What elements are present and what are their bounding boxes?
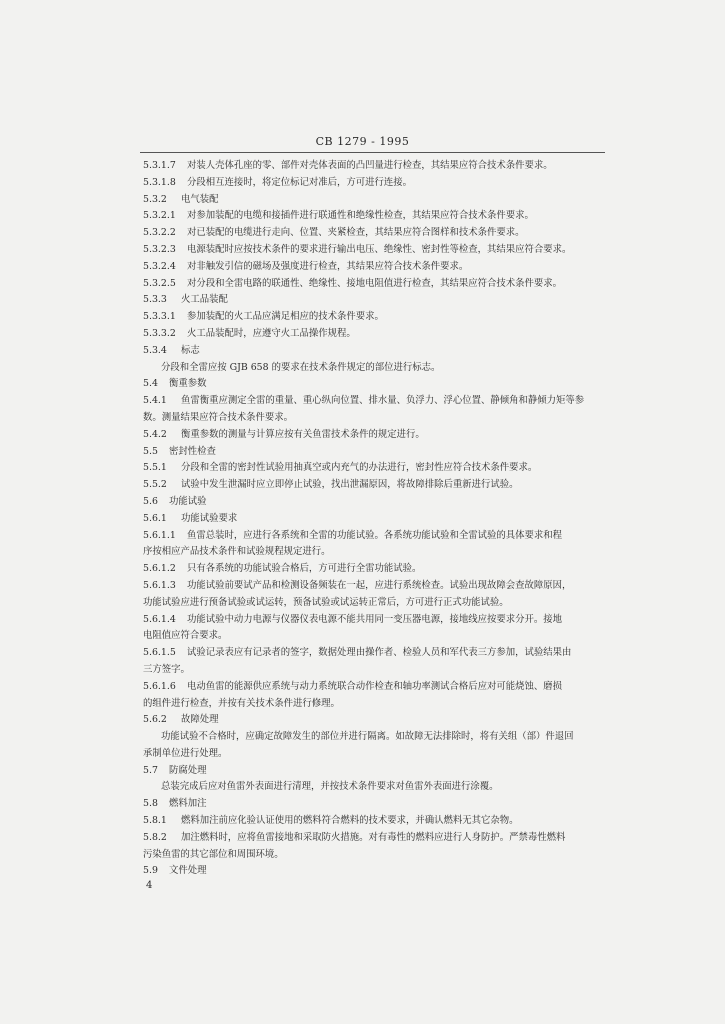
- text-line: [143, 393, 613, 410]
- clause-number: 5.3.4: [143, 344, 167, 356]
- text-line: [143, 460, 613, 477]
- clause-text: 对分段和全雷电路的联通性、绝缘性、接地电阻值进行检查，其结果应符合技术条件要求。: [187, 277, 563, 289]
- clause-text: 文件处理: [169, 865, 207, 877]
- text-line: [143, 360, 613, 377]
- clause-text: 功能试验要求: [181, 512, 238, 524]
- text-line: [143, 712, 613, 729]
- text-line: [143, 208, 613, 225]
- text-line: [143, 225, 613, 242]
- clause-text: 对参加装配的电缆和接插件进行联通性和绝缘性检查，其结果应符合技术条件要求。: [187, 210, 534, 222]
- clause-number: 5.8: [143, 798, 158, 810]
- text-line: [143, 376, 613, 393]
- clause-text: 的组件进行检查，并按有关技术条件进行修理。: [143, 697, 340, 709]
- clause-number: 5.6.1.6: [143, 680, 176, 692]
- clause-number: 5.5: [143, 445, 158, 457]
- text-line: [143, 813, 613, 830]
- clause-text: 电源装配时应按技术条件的要求进行输出电压、绝缘性、密封性等检查，其结果应符合要求。: [187, 243, 572, 255]
- text-line: [143, 578, 613, 595]
- text-line: [143, 729, 613, 746]
- text-line: [143, 746, 613, 763]
- clause-number: 5.4: [143, 378, 158, 390]
- clause-text: 数。测量结果应符合技术条件要求。: [143, 411, 294, 423]
- clause-number: 5.9: [143, 865, 158, 877]
- text-line: [143, 259, 613, 276]
- clause-number: 5.6: [143, 495, 158, 507]
- text-line: [143, 477, 613, 494]
- clause-text: 密封性检查: [169, 445, 216, 457]
- text-line: [143, 863, 613, 880]
- text-line: [143, 326, 613, 343]
- clause-text: 衡重参数: [169, 378, 207, 390]
- text-line: [143, 662, 613, 679]
- text-line: [143, 444, 613, 461]
- text-line: [143, 595, 613, 612]
- clause-text: 参加装配的火工品应满足相应的技术条件要求。: [187, 311, 384, 323]
- clause-number: 5.5.1: [143, 462, 167, 474]
- clause-text: 承制单位进行处理。: [143, 747, 228, 759]
- clause-number: 5.8.2: [143, 831, 167, 843]
- clause-text: 对装人壳体孔座的零、部件对壳体表面的凸凹量进行检查，其结果应符合技术条件要求。: [187, 160, 553, 171]
- clause-text: 功能试验应进行预备试验或试运转，预备试验或试运转正常后，方可进行正式功能试验。: [143, 596, 509, 608]
- clause-text: 功能试验前要试产品和检测设备频装在一起，应进行系统检查。试验出现故障会查故障原因，: [187, 579, 572, 591]
- clause-text: 对已装配的电缆进行走向、位置、夹紧检查，其结果应符合图样和技术条件要求。: [187, 227, 525, 239]
- clause-text: 电动鱼雷的能源供应系统与动力系统联合动作检查和轴功率测试合格后应对可能烧蚀、磨损: [187, 680, 563, 692]
- text-line: [143, 494, 613, 511]
- text-line: [143, 343, 613, 360]
- clause-number: 5.3.3.1: [143, 311, 176, 323]
- clause-number: 5.4.2: [143, 428, 167, 440]
- clause-text: 分段和全雷应按 GJB 658 的要求在技术条件规定的部位进行标志。: [161, 361, 441, 373]
- clause-text: 试验中发生泄漏时应立即停止试验，找出泄漏原因，将故障排除后重新进行试验。: [181, 479, 519, 491]
- clause-number: 5.3.1.8: [143, 176, 176, 188]
- clause-number: 5.4.1: [143, 395, 167, 407]
- text-line: [143, 544, 613, 561]
- clause-number: 5.6.1.4: [143, 613, 176, 625]
- text-line: [143, 645, 613, 662]
- text-line: [143, 410, 613, 427]
- clause-text: 功能试验不合格时，应确定故障发生的部位并进行隔离。如故障无法排除时，将有关组（部）件退回: [161, 731, 574, 743]
- clause-text: 衡重参数的测量与计算应按有关鱼雷技术条件的规定进行。: [181, 428, 425, 440]
- clause-text: 对非触发引信的磁场及强度进行检查，其结果应符合技术条件要求。: [187, 260, 469, 272]
- clause-number: 5.3.2.4: [143, 260, 176, 272]
- clause-text: 总装完成后应对鱼雷外表面进行清理，并按技术条件要求对鱼雷外表面进行涂覆。: [161, 781, 499, 793]
- clause-text: 分段和全雷的密封性试验用抽真空或内充气的办法进行，密封性应符合技术条件要求。: [181, 462, 538, 474]
- clause-text: 电阻值应符合要求。: [143, 630, 228, 642]
- text-line: [143, 830, 613, 847]
- clause-text: 序按相应产品技术条件和试验规程规定进行。: [143, 546, 331, 558]
- clause-number: 5.5.2: [143, 479, 167, 491]
- text-line: [143, 779, 613, 796]
- clause-text: 鱼雷衡重应测定全雷的重量、重心纵向位置、排水量、负浮力、浮心位置、静倾角和静倾力矩等参: [181, 395, 585, 407]
- clause-text: 燃料加注前应化验认证使用的燃料符合燃料的技术要求，并确认燃料无其它杂物。: [181, 815, 519, 827]
- clause-number: 5.6.2: [143, 714, 167, 726]
- clause-number: 5.8.1: [143, 815, 167, 827]
- clause-text: 火工品装配: [181, 294, 228, 306]
- clause-text: 试验记录表应有记录者的签字，数据处理由操作者、检验人员和军代表三方参加，试验结果由: [187, 647, 572, 659]
- clause-number: 5.3.3: [143, 294, 167, 306]
- clause-number: 5.3.2.3: [143, 243, 176, 255]
- text-line: [143, 628, 613, 645]
- text-line: [143, 292, 613, 309]
- clause-number: 5.6.1.5: [143, 647, 176, 659]
- clause-text: 防腐处理: [169, 764, 207, 776]
- text-line: [143, 192, 613, 209]
- text-line: [143, 309, 613, 326]
- clause-number: 5.3.2: [143, 193, 167, 205]
- clause-text: 功能试验中动力电源与仪器仪表电源不能共用同一变压器电源，接地线应按要求分开。接地: [187, 613, 563, 625]
- text-line: [143, 561, 613, 578]
- text-line: [143, 763, 613, 780]
- clause-text: 只有各系统的功能试验合格后，方可进行全雷功能试验。: [187, 563, 422, 575]
- clause-text: 电气装配: [181, 193, 219, 205]
- clause-text: 分段相互连接时，将定位标记对准后，方可进行连接。: [187, 176, 413, 188]
- clause-text: 鱼雷总装时，应进行各系统和全雷的功能试验。各系统功能试验和全雷试验的具体要求和程: [187, 529, 563, 541]
- text-line: [143, 847, 613, 864]
- clause-number: 5.6.1.3: [143, 579, 176, 591]
- clause-text: 火工品装配时，应遵守火工品操作规程。: [187, 327, 356, 339]
- standard-header: CB 1279 - 1995: [315, 135, 410, 148]
- header-rule: [140, 152, 605, 153]
- clause-text: 标志: [181, 344, 200, 356]
- text-line: [143, 679, 613, 696]
- clause-number: 5.6.1: [143, 512, 167, 524]
- text-line: [143, 158, 613, 175]
- clause-text: 功能试验: [169, 495, 207, 507]
- clause-text: 三方签字。: [143, 663, 190, 675]
- clause-number: 5.6.1.1: [143, 529, 176, 541]
- clause-text: 污染鱼雷的其它部位和周围环境。: [143, 848, 284, 860]
- text-line: [143, 276, 613, 293]
- text-line: [143, 511, 613, 528]
- text-line: [143, 612, 613, 629]
- document-body: [143, 158, 613, 880]
- text-line: [143, 696, 613, 713]
- text-line: [143, 175, 613, 192]
- page-number: 4: [146, 880, 153, 891]
- text-line: [143, 796, 613, 813]
- clause-number: 5.6.1.2: [143, 563, 176, 575]
- text-line: [143, 242, 613, 259]
- clause-number: 5.3.1.7: [143, 160, 176, 171]
- text-line: [143, 528, 613, 545]
- clause-text: 加注燃料时，应将鱼雷接地和采取防火措施。对有毒性的燃料应进行人身防护。严禁毒性燃料: [181, 831, 566, 843]
- clause-number: 5.3.3.2: [143, 327, 176, 339]
- clause-number: 5.3.2.2: [143, 227, 176, 239]
- text-line: [143, 427, 613, 444]
- clause-number: 5.7: [143, 764, 158, 776]
- clause-number: 5.3.2.5: [143, 277, 176, 289]
- clause-text: 故障处理: [181, 714, 219, 726]
- clause-text: 燃料加注: [169, 798, 207, 810]
- clause-number: 5.3.2.1: [143, 210, 176, 222]
